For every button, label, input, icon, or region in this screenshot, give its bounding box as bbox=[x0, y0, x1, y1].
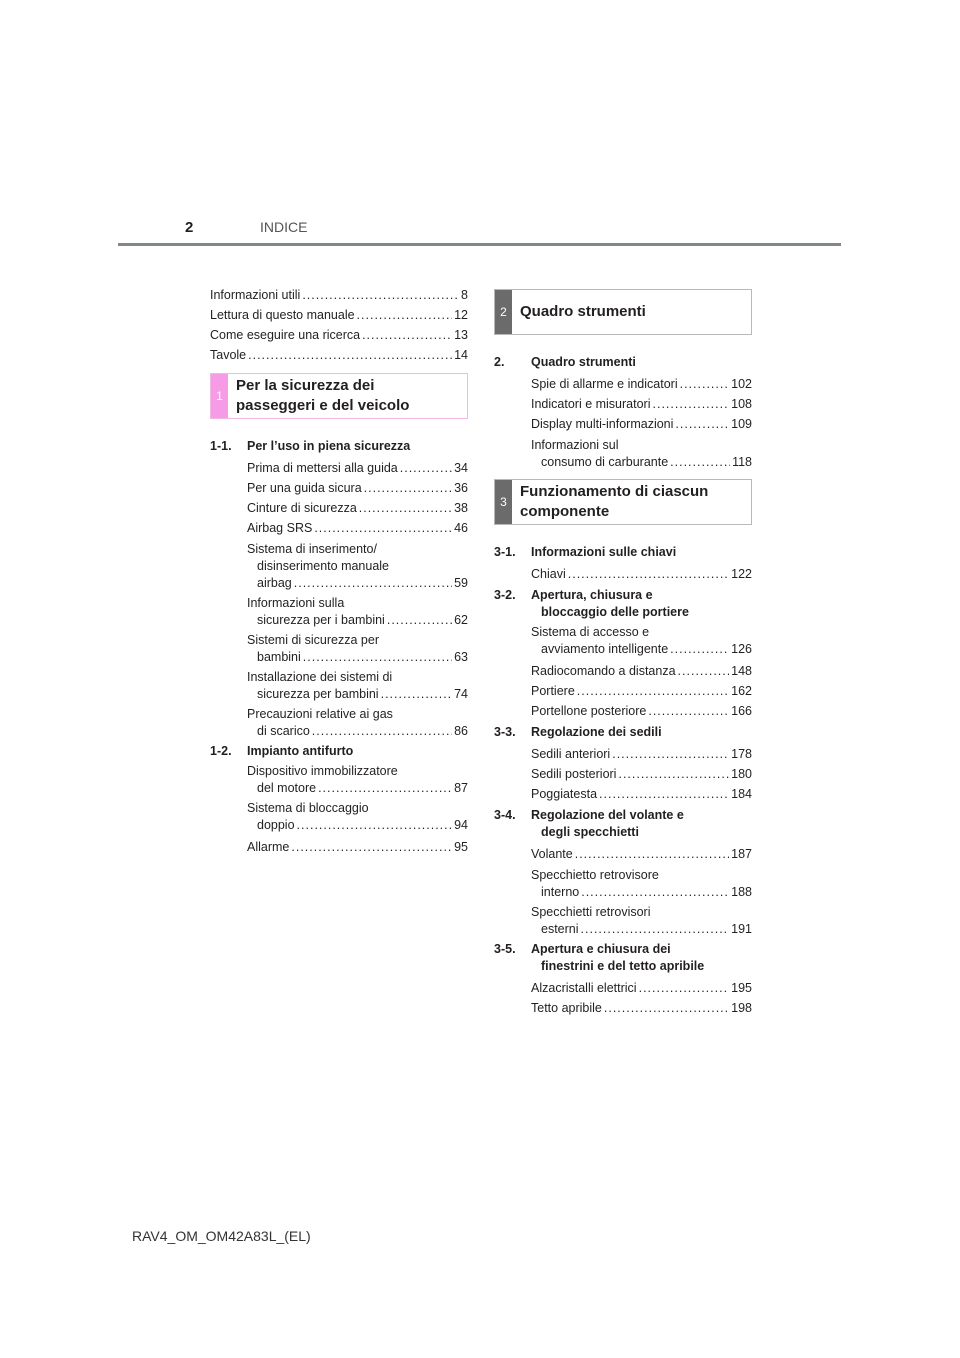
toc-entry[interactable]: Poggiatesta ..... 184 bbox=[531, 784, 752, 804]
section-heading[interactable]: 3-3. Regolazione dei sedili bbox=[494, 725, 662, 739]
toc-entry[interactable]: Lettura di questo manuale ..... 12 bbox=[210, 305, 468, 325]
toc-entry[interactable]: Come eseguire una ricerca ..... 13 bbox=[210, 325, 468, 345]
toc-entry[interactable]: Sistemi di sicurezza per bambini ..... 63 bbox=[210, 632, 468, 666]
toc-entry[interactable]: Informazioni sul consumo di carburante ..... 118 bbox=[494, 437, 752, 471]
section-heading[interactable]: 3-4. Regolazione del volante e degli specchietti bbox=[494, 808, 684, 839]
toc-entry[interactable]: Alzacristalli elettrici ..... 195 bbox=[531, 978, 752, 998]
toc-entry[interactable]: Installazione dei sistemi di sicurezza per bambini ..... 74 bbox=[210, 669, 468, 703]
toc-entry[interactable]: Portiere ..... 162 bbox=[531, 681, 752, 701]
chapter-tab: 3 bbox=[495, 480, 512, 524]
toc-entry[interactable]: Volante ..... 187 bbox=[531, 844, 752, 864]
chapter-title: Quadro strumenti bbox=[520, 303, 646, 320]
toc-entry[interactable]: Cinture di sicurezza ..... 38 bbox=[247, 498, 468, 518]
toc-entry[interactable]: Indicatori e misuratori ..... 108 bbox=[531, 394, 752, 414]
toc-entry[interactable]: Dispositivo immobilizzatore del motore ..... 87 bbox=[210, 763, 468, 797]
toc-entry[interactable]: Display multi-informazioni ..... 109 bbox=[531, 414, 752, 434]
chapter-title: Funzionamento di ciascun componente bbox=[520, 483, 709, 520]
section-heading[interactable]: 2. Quadro strumenti bbox=[494, 355, 636, 369]
section-heading[interactable]: 3-5. Apertura e chiusura dei finestrini e del tetto apribile bbox=[494, 942, 705, 973]
toc-entry[interactable]: Per una guida sicura ..... 36 bbox=[247, 478, 468, 498]
chapter-tab: 1 bbox=[211, 374, 228, 418]
right-column bbox=[494, 289, 752, 1021]
chapter-1-header[interactable] bbox=[210, 373, 468, 419]
toc-entry[interactable]: Tavole ..... 14 bbox=[210, 345, 468, 365]
section-heading[interactable]: 1-2. Impianto antifurto bbox=[210, 744, 354, 758]
chapter-title: Per la sicurezza dei passeggeri e del veicolo bbox=[236, 377, 410, 414]
toc-entry[interactable]: Informazioni utili ..... 8 bbox=[210, 285, 468, 305]
toc-entry[interactable]: Informazioni sulla sicurezza per i bambini ..... 62 bbox=[210, 595, 468, 629]
toc-entry[interactable]: Tetto apribile ..... 198 bbox=[531, 998, 752, 1018]
toc-entry[interactable]: Radiocomando a distanza ..... 148 bbox=[531, 661, 752, 681]
chapter-3-header[interactable] bbox=[494, 479, 752, 525]
page-header bbox=[0, 214, 960, 244]
left-column bbox=[210, 285, 468, 860]
section-heading[interactable]: 3-2. Apertura, chiusura e bloccaggio delle portiere bbox=[494, 588, 689, 619]
chapter-tab: 2 bbox=[495, 290, 512, 334]
toc-entry[interactable]: Specchietti retrovisori esterni ..... 191 bbox=[494, 904, 752, 938]
toc-entry[interactable]: Chiavi ..... 122 bbox=[531, 564, 752, 584]
toc-entry[interactable]: Sistema di inserimento/ disinserimento manuale airbag ..... 59 bbox=[210, 541, 468, 592]
document-code: RAV4_OM_OM42A83L_(EL) bbox=[132, 1228, 311, 1244]
toc-entry[interactable]: Allarme ..... 95 bbox=[247, 837, 468, 857]
toc-entry[interactable]: Airbag SRS ..... 46 bbox=[247, 518, 468, 538]
toc-entry[interactable]: Portellone posteriore ..... 166 bbox=[531, 701, 752, 721]
toc-entry[interactable]: Sistema di accesso e avviamento intelligente ..... 126 bbox=[494, 624, 752, 658]
section-heading[interactable]: 3-1. Informazioni sulle chiavi bbox=[494, 545, 677, 559]
header-title: INDICE bbox=[260, 219, 308, 235]
toc-entry[interactable]: Precauzioni relative ai gas di scarico ..... 86 bbox=[210, 706, 468, 740]
toc-entry[interactable]: Spie di allarme e indicatori ..... 102 bbox=[531, 374, 752, 394]
toc-entry[interactable]: Sedili posteriori ..... 180 bbox=[531, 764, 752, 784]
page-number: 2 bbox=[185, 219, 194, 236]
toc-entry[interactable]: Sistema di bloccaggio doppio ..... 94 bbox=[210, 800, 468, 834]
toc-entry[interactable]: Sedili anteriori ..... 178 bbox=[531, 744, 752, 764]
chapter-2-header[interactable] bbox=[494, 289, 752, 335]
section-heading[interactable]: 1-1. Per l’uso in piena sicurezza bbox=[210, 439, 411, 453]
header-divider bbox=[118, 243, 841, 246]
toc-entry[interactable]: Prima di mettersi alla guida ..... 34 bbox=[247, 458, 468, 478]
toc-entry[interactable]: Specchietto retrovisore interno ..... 188 bbox=[494, 867, 752, 901]
